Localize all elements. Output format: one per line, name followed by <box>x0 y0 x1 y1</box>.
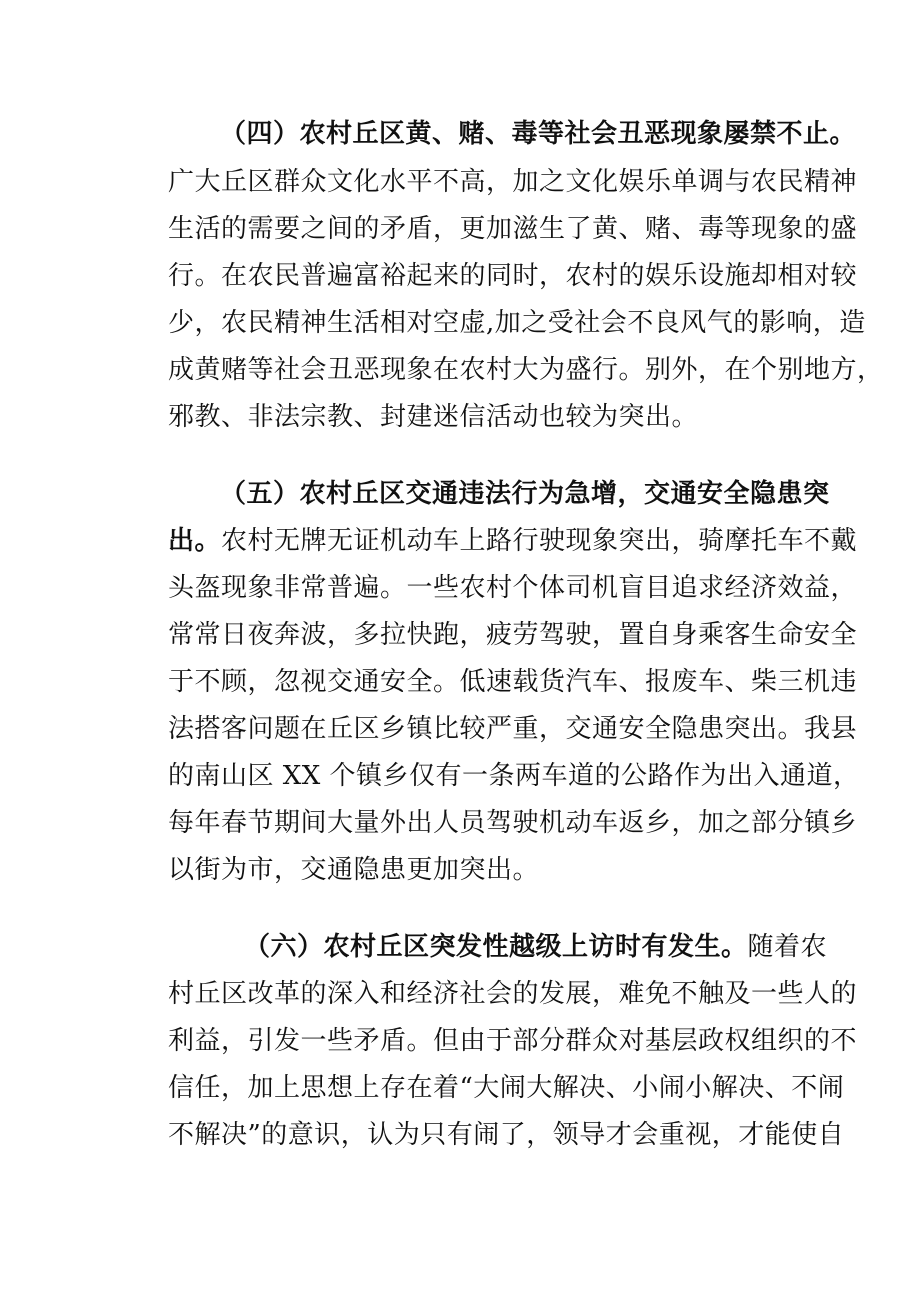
section-5-line-9: 以街为市，交通隐患更加突出。 <box>168 855 540 885</box>
section-5-line-3: 头盔现象非常普遍。一些农村个体司机盲目追求经济效益， <box>168 573 858 603</box>
section-5-heading-line <box>220 472 830 516</box>
section-4-line-3: 生活的需要之间的矛盾，更加滋生了黄、赌、毒等现象的盛 <box>168 214 858 244</box>
section-4-line-4: 行。在农民普遍富裕起来的同时，农村的娱乐设施却相对较 <box>168 261 858 291</box>
section-6-heading: （六）农村丘区突发性越级上访时有发生。 <box>244 932 748 962</box>
section-5-line-5: 于不顾，忽视交通安全。低速载货汽车、报废车、柴三机违 <box>168 667 858 697</box>
section-4-line-6: 成黄赌等社会丑恶现象在农村大为盛行。别外，在个别地方， <box>168 355 884 385</box>
section-4-line-7: 邪教、非法宗教、封建迷信活动也较为突出。 <box>168 402 699 432</box>
section-5-heading-end: 出。 <box>168 526 222 556</box>
section-6-line-2: 村丘区改革的深入和经济社会的发展，难免不触及一些人的 <box>168 979 858 1009</box>
section-4-heading-line <box>220 112 857 156</box>
section-6-heading-line: （六）农村丘区突发性越级上访时有发生。随着农 <box>244 932 828 962</box>
section-4-line-2: 广大丘区群众文化水平不高，加之文化娱乐单调与农民精神 <box>168 167 858 197</box>
section-5-line-2: 出。农村无牌无证机动车上路行驶现象突出，骑摩托车不戴 <box>168 526 858 556</box>
section-5-line-4: 常常日夜奔波，多拉快跑，疲劳驾驶，置自身乘客生命安全 <box>168 620 858 650</box>
section-6-line-5: 不解决”的意识，认为只有闹了，领导才会重视，才能使自 <box>168 1120 845 1150</box>
section-5-heading: （五）农村丘区交通违法行为急增，交通安全隐患突 <box>220 479 830 509</box>
section-6-line-4: 信任，加上思想上存在着“大闹大解决、小闹小解决、不闹 <box>168 1073 845 1103</box>
section-6-line-3: 利益，引发一些矛盾。但由于部分群众对基层政权组织的不 <box>168 1026 858 1056</box>
section-5-line-8: 每年春节期间大量外出人员驾驶机动车返乡，加之部分镇乡 <box>168 808 858 838</box>
section-5-line-7: 的南山区 XX 个镇乡仅有一条两车道的公路作为出入通道， <box>168 761 860 791</box>
section-4-heading: （四）农村丘区黄、赌、毒等社会丑恶现象屡禁不止。 <box>220 119 857 149</box>
section-5-line-6: 法搭客问题在丘区乡镇比较严重，交通安全隐患突出。我县 <box>168 714 858 744</box>
section-4-line-5: 少，农民精神生活相对空虚,加之受社会不良风气的影响，造 <box>168 308 866 338</box>
